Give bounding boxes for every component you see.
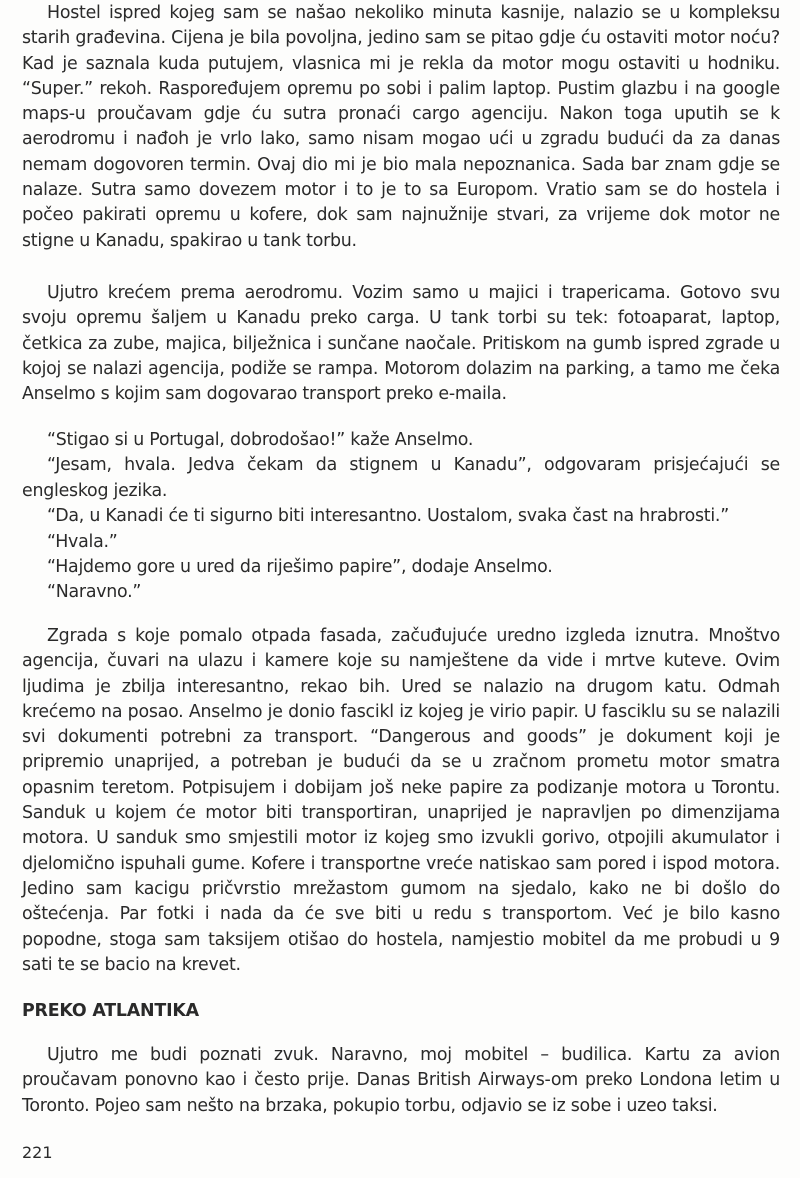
- paragraph-text: Zgrada s koje pomalo otpada fasada, začuđujuće uredno izgleda iznutra. Mnoštvo agencija, čuvari na ulazu i kamere koje su namještene da vide i mrtve kuteve. Ovim ljudima je zbilja interesantno, rekao bih. Ured se nalazio na drugom katu. Odmah krećemo na posao. Anselmo je donio fascikl iz kojeg je virio papir. U fasciklu su se nalazili svi dokumenti potrebni za transport. “Dangerous and goods” je dokument koji je pripremio unaprijed, a potreban je budući da se u zračnom prometu motor smatra opasnim teretom. Potpisujem i dobijam još neke papire za podizanje motora u Torontu. Sanduk u kojem će motor biti transportiran, unaprijed je napravljen po dimenzijama motora. U sanduk smo smjestili motor iz kojeg smo izvukli gorivo, otpojili akumulator i djelomično ispuhali gume. Kofere i transportne vreće natiskao sam pored i ispod motora. Jedino sam kacigu pričvrstio mrežastom gumom na sjedalo, kako ne bi došlo do oštećenja. Par fotki i nada da će sve biti u redu s transportom. Već je bilo kasno popodne, stoga sam taksijem otišao do hostela, namjestio mobitel da me probudi u 9 sati te se bacio na krevet.: [22, 626, 780, 975]
- paragraph-departure: [22, 1043, 780, 1119]
- section-heading: PREKO ATLANTIKA: [22, 1001, 199, 1021]
- dialogue-line: “Stigao si u Portugal, dobrodošao!” kaže Anselmo.: [47, 430, 474, 450]
- page-number: 221: [22, 1143, 53, 1162]
- paragraph-text: Ujutro me budi poznati zvuk. Naravno, moj mobitel – budilica. Kartu za avion proučavam ponovno kao i često prije. Danas British Airways-om preko Londona letim u Toronto. Pojeo sam nešto na brzaka, pokupio torbu, odjavio se iz sobe i uzeo taksi.: [22, 1045, 780, 1116]
- dialogue-line: “Da, u Kanadi će ti sigurno biti interesantno. Uostalom, svaka čast na hrabrosti.”: [47, 506, 729, 527]
- paragraph-text: Hostel ispred kojeg sam se našao nekoliko minuta kasnije, nalazio se u kompleksu starih građevina. Cijena je bila povoljna, jedino sam se pitao gdje ću ostaviti motor noću? Kad je saznala kuda putujem, vlasnica mi je rekla da motor mogu ostaviti u hodniku. “Super.” rekoh. Raspoređujem opremu po sobi i palim laptop. Pustim glazbu i na google maps-u proučavam gdje ću sutra pronaći cargo agenciju. Nakon toga uputih se k aerodromu i nađoh je vrlo lako, samo nisam mogao ući u zgradu budući da za danas nemam dogovoren termin. Ovaj dio mi je bio mala nepoznanica. Sada bar znam gdje se nalaze. Sutra samo dovezem motor i to je to sa Europom. Vratio sam se do hostela i počeo pakirati opremu u kofere, dok sam najnužnije stvari, za vrijeme dok motor ne stigne u Kanadu, spakirao u tank torbu.: [22, 3, 780, 251]
- dialogue-line: “Naravno.”: [47, 582, 142, 603]
- dialogue-line: “Hajdemo gore u ured da riješimo papire”, dodaje Anselmo.: [47, 557, 553, 578]
- dialogue-line: “Jesam, hvala. Jedva čekam da stignem u Kanadu”, odgovaram prisjećajući se engleskog jezika.: [22, 455, 780, 501]
- paragraph-hostel: [22, 1, 780, 254]
- dialogue-block: [22, 428, 780, 606]
- paragraph-office: [22, 624, 780, 978]
- paragraph-text: Ujutro krećem prema aerodromu. Vozim samo u majici i trapericama. Gotovo svu svoju opremu šaljem u Kanadu preko carga. U tank torbi su tek: fotoaparat, laptop, četkica za zube, majica, bilježnica i sunčane naočale. Pritiskom na gumb ispred zgrade u kojoj se nalazi agencija, podiže se rampa. Motorom dolazim na parking, a tamo me čeka Anselmo s kojim sam dogovarao transport preko e-maila.: [22, 283, 780, 405]
- dialogue-line: “Hvala.”: [47, 531, 118, 552]
- paragraph-morning-airport: [22, 281, 780, 407]
